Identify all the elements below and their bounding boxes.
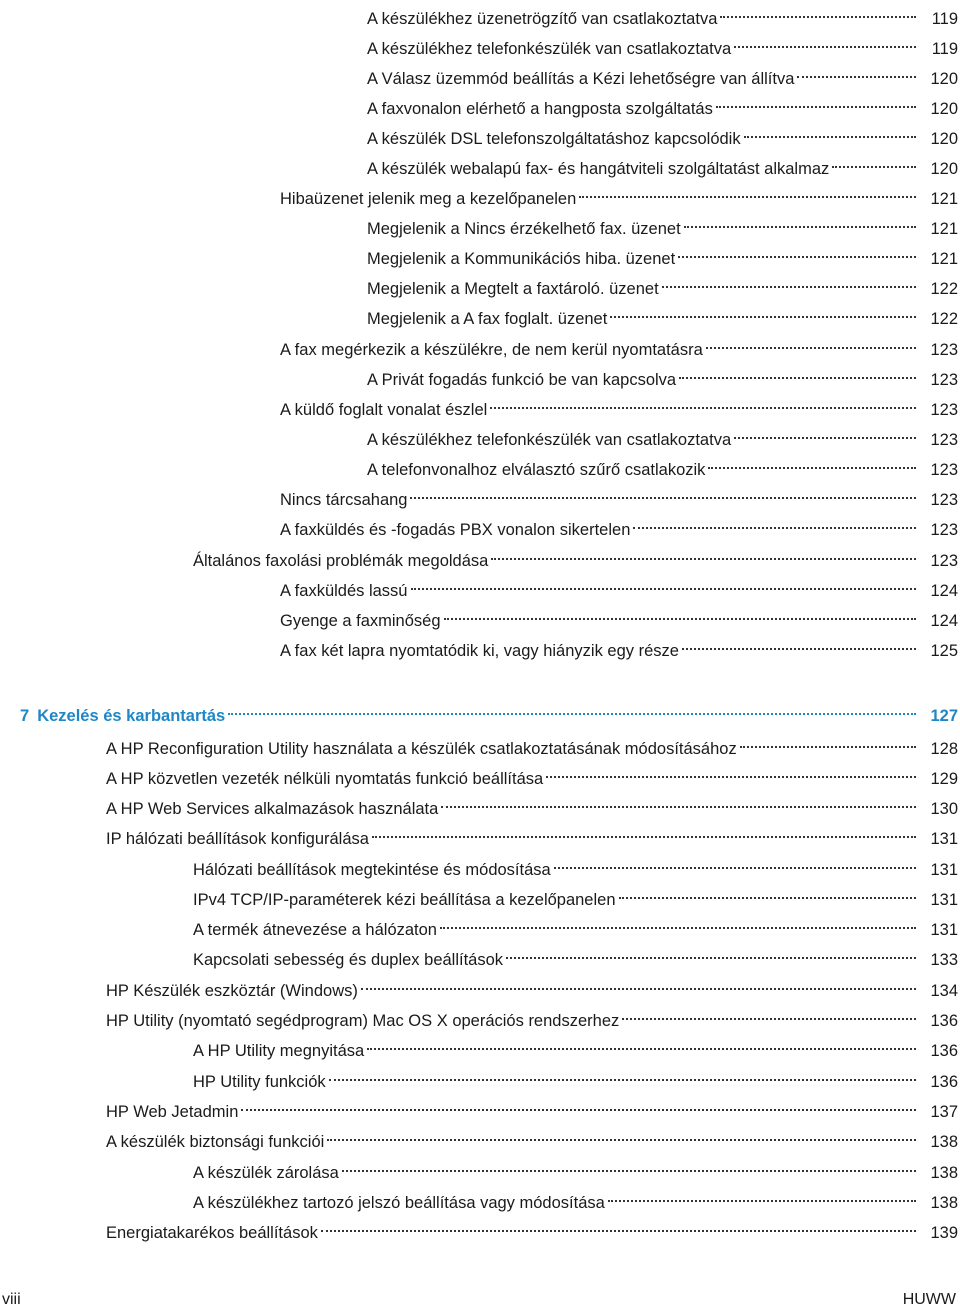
toc-entry-label: A készülék biztonsági funkciói [106,1133,325,1151]
dot-leader [441,790,916,814]
toc-entry-page: 125 [930,642,958,660]
toc-entry-label: Megjelenik a Kommunikációs hiba. üzenet [367,250,676,268]
toc-entry-label: A HP Web Services alkalmazások használata [106,800,439,818]
toc-entry[interactable] [106,1214,958,1242]
toc-entry[interactable] [106,790,958,818]
toc-entry-page: 121 [930,190,958,208]
toc-entry-label: Hibaüzenet jelenik meg a kezelőpanelen [280,190,577,208]
toc-entry-page: 123 [930,341,958,359]
toc-entry-page: 120 [930,130,958,148]
toc-entry-label: Energiatakarékos beállítások [106,1224,318,1242]
toc-entry[interactable] [193,1184,958,1212]
dot-leader [716,90,916,114]
toc-entry-label: A fax két lapra nyomtatódik ki, vagy hiányzik egy része [280,642,679,660]
toc-entry-label: Nincs tárcsahang [280,491,408,509]
toc-entry-label: A készülékhez tartozó jelszó beállítása vagy módosítása [193,1194,605,1212]
toc-entry-label: Általános faxolási problémák megoldása [193,552,489,570]
toc-entry-page: 119 [931,10,958,28]
dot-leader [619,881,916,905]
dot-leader [361,972,916,996]
dot-leader [327,1123,916,1147]
toc-entry[interactable] [367,451,958,479]
dot-leader [411,572,917,596]
toc-entry[interactable] [367,0,958,28]
dot-leader [410,481,916,505]
toc-entry-label: A készülék zárolása [193,1164,339,1182]
toc-entry-page: 123 [930,521,958,539]
toc-entry-page: 121 [930,220,958,238]
toc-entry-page: 139 [930,1224,958,1242]
toc-entry-page: 128 [930,740,958,758]
toc-entry[interactable] [280,391,958,419]
toc-entry[interactable] [367,150,958,178]
toc-entry-page: 133 [930,951,958,969]
toc-entry-page: 123 [930,371,958,389]
dot-leader [679,361,916,385]
chapter-page: 127 [930,707,958,725]
dot-leader [546,760,916,784]
toc-entry[interactable] [367,30,958,58]
toc-entry[interactable] [280,331,958,359]
toc-entry[interactable] [367,421,958,449]
toc-entry-page: 122 [930,310,958,328]
toc-entry-page: 134 [930,982,958,1000]
toc-entry-page: 122 [930,280,958,298]
toc-entry-page: 120 [930,70,958,88]
chapter-title: Kezelés és karbantartás [37,707,226,725]
toc-entry-page: 136 [930,1042,958,1060]
toc-entry[interactable] [193,911,958,939]
dot-leader [734,30,916,54]
toc-entry[interactable] [367,90,958,118]
toc-entry-page: 123 [930,431,958,449]
toc-entry-label: IPv4 TCP/IP-paraméterek kézi beállítása a kezelőpanelen [193,891,616,909]
toc-entry[interactable] [280,632,958,660]
toc-entry[interactable] [280,180,958,208]
toc-entry-page: 121 [930,250,958,268]
toc-entry-page: 131 [930,861,958,879]
toc-entry[interactable] [367,120,958,148]
toc-entry[interactable] [280,602,958,630]
dot-leader [440,911,916,935]
toc-entry-label: A faxvonalon elérhető a hangposta szolgáltatás [367,100,713,118]
dot-leader [444,602,916,626]
toc-entry[interactable] [193,881,958,909]
toc-entry-label: A fax megérkezik a készülékre, de nem kerül nyomtatásra [280,341,703,359]
toc-entry-label: A készülék DSL telefonszolgáltatáshoz kapcsolódik [367,130,741,148]
dot-leader [329,1063,916,1087]
dot-leader [662,270,916,294]
toc-entry-label: A HP Reconfiguration Utility használata a készülék csatlakoztatásának módosításához [106,740,737,758]
toc-entry[interactable] [193,1063,958,1091]
toc-entry[interactable] [280,572,958,600]
toc-entry[interactable] [367,361,958,389]
toc-entry-page: 119 [931,40,958,58]
footer-page-number: viii [2,1291,21,1308]
toc-entry[interactable] [106,972,958,1000]
toc-entry-label: Kapcsolati sebesség és duplex beállítások [193,951,504,969]
toc-entry-label: Gyenge a faxminőség [280,612,441,630]
toc-entry-page: 131 [930,921,958,939]
dot-leader [241,1093,916,1117]
toc-entry-label: A készülék webalapú fax- és hangátviteli szolgáltatást alkalmaz [367,160,830,178]
toc-entry[interactable] [193,542,958,570]
toc-entry-label: A készülékhez üzenetrögzítő van csatlakoztatva [367,10,718,28]
toc-entry-page: 138 [930,1164,958,1182]
dot-leader [706,331,916,355]
dot-leader [678,240,916,264]
toc-entry-label: Megjelenik a Nincs érzékelhető fax. üzenet [367,220,681,238]
toc-entry-page: 120 [930,100,958,118]
toc-entry[interactable] [193,1154,958,1182]
toc-entry-page: 123 [930,401,958,419]
toc-entry-page: 131 [930,891,958,909]
toc-entry-page: 136 [930,1073,958,1091]
toc-entry-page: 120 [930,160,958,178]
toc-entry-label: A készülékhez telefonkészülék van csatlakoztatva [367,431,732,449]
dot-leader [608,1184,916,1208]
dot-leader [720,0,916,24]
dot-leader [506,941,916,965]
toc-entry[interactable] [106,730,958,758]
toc-entry-page: 131 [930,830,958,848]
dot-leader [682,632,916,656]
toc-entry[interactable] [367,300,958,328]
dot-leader [342,1154,916,1178]
toc-entry-label: A termék átnevezése a hálózaton [193,921,437,939]
toc-entry-page: 130 [930,800,958,818]
toc-entry[interactable] [193,851,958,879]
toc-chapter-entry[interactable] [20,697,958,725]
toc-entry-label: Megjelenik a A fax foglalt. üzenet [367,310,608,328]
toc-entry-page: 123 [930,552,958,570]
toc-entry[interactable] [106,1002,958,1030]
dot-leader [554,851,916,875]
toc-entry-label: A faxküldés és -fogadás PBX vonalon sikertelen [280,521,631,539]
toc-entry-page: 138 [930,1133,958,1151]
dot-leader [734,421,916,445]
dot-leader [708,451,916,475]
dot-leader [321,1214,916,1238]
toc-entry[interactable] [367,210,958,238]
dot-leader [610,300,916,324]
toc-entry-label: Megjelenik a Megtelt a faxtároló. üzenet [367,280,659,298]
toc-entry-label: A HP Utility megnyitása [193,1042,365,1060]
dot-leader [228,697,916,721]
toc-entry[interactable] [106,760,958,788]
dot-leader [684,210,916,234]
toc-entry-page: 123 [930,491,958,509]
toc-entry-label: A készülékhez telefonkészülék van csatlakoztatva [367,40,732,58]
toc-entry-page: 137 [930,1103,958,1121]
dot-leader [832,150,916,174]
dot-leader [372,820,916,844]
dot-leader [797,60,916,84]
toc-entry-page: 123 [930,461,958,479]
toc-entry-page: 129 [930,770,958,788]
chapter-number: 7 [20,707,30,725]
dot-leader [744,120,916,144]
toc-entry[interactable] [106,1093,958,1121]
toc-entry-label: A Privát fogadás funkció be van kapcsolva [367,371,677,389]
toc-entry-label: HP Készülék eszköztár (Windows) [106,982,358,1000]
dot-leader [633,511,916,535]
toc-entry[interactable] [280,481,958,509]
toc-entry-label: IP hálózati beállítások konfigurálása [106,830,369,848]
toc-entry[interactable] [367,60,958,88]
toc-entry-page: 124 [930,582,958,600]
toc-entry-page: 124 [930,612,958,630]
toc-entry-page: 136 [930,1012,958,1030]
dot-leader [491,542,916,566]
toc-entry[interactable] [106,1123,958,1151]
toc-entry-label: A küldő foglalt vonalat észlel [280,401,488,419]
dot-leader [740,730,916,754]
dot-leader [367,1032,916,1056]
toc-entry-label: A Válasz üzemmód beállítás a Kézi lehetőségre van állítva [367,70,795,88]
toc-entry[interactable] [193,941,958,969]
toc-entry-label: A HP közvetlen vezeték nélküli nyomtatás funkció beállítása [106,770,544,788]
footer-doc-code: HUWW [902,1291,956,1308]
dot-leader [622,1002,916,1026]
toc-entry[interactable] [106,820,958,848]
dot-leader [579,180,916,204]
toc-entry-label: HP Web Jetadmin [106,1103,239,1121]
dot-leader [490,391,916,415]
toc-entry[interactable] [280,511,958,539]
toc-entry-label: A telefonvonalhoz elválasztó szűrő csatlakozik [367,461,706,479]
toc-entry-page: 138 [930,1194,958,1212]
toc-entry-label: HP Utility (nyomtató segédprogram) Mac OS X operációs rendszerhez [106,1012,620,1030]
toc-entry[interactable] [367,270,958,298]
toc-entry-label: HP Utility funkciók [193,1073,326,1091]
toc-entry[interactable] [367,240,958,268]
toc-entry[interactable] [193,1032,958,1060]
toc-entry-label: Hálózati beállítások megtekintése és módosítása [193,861,551,879]
toc-entry-label: A faxküldés lassú [280,582,408,600]
